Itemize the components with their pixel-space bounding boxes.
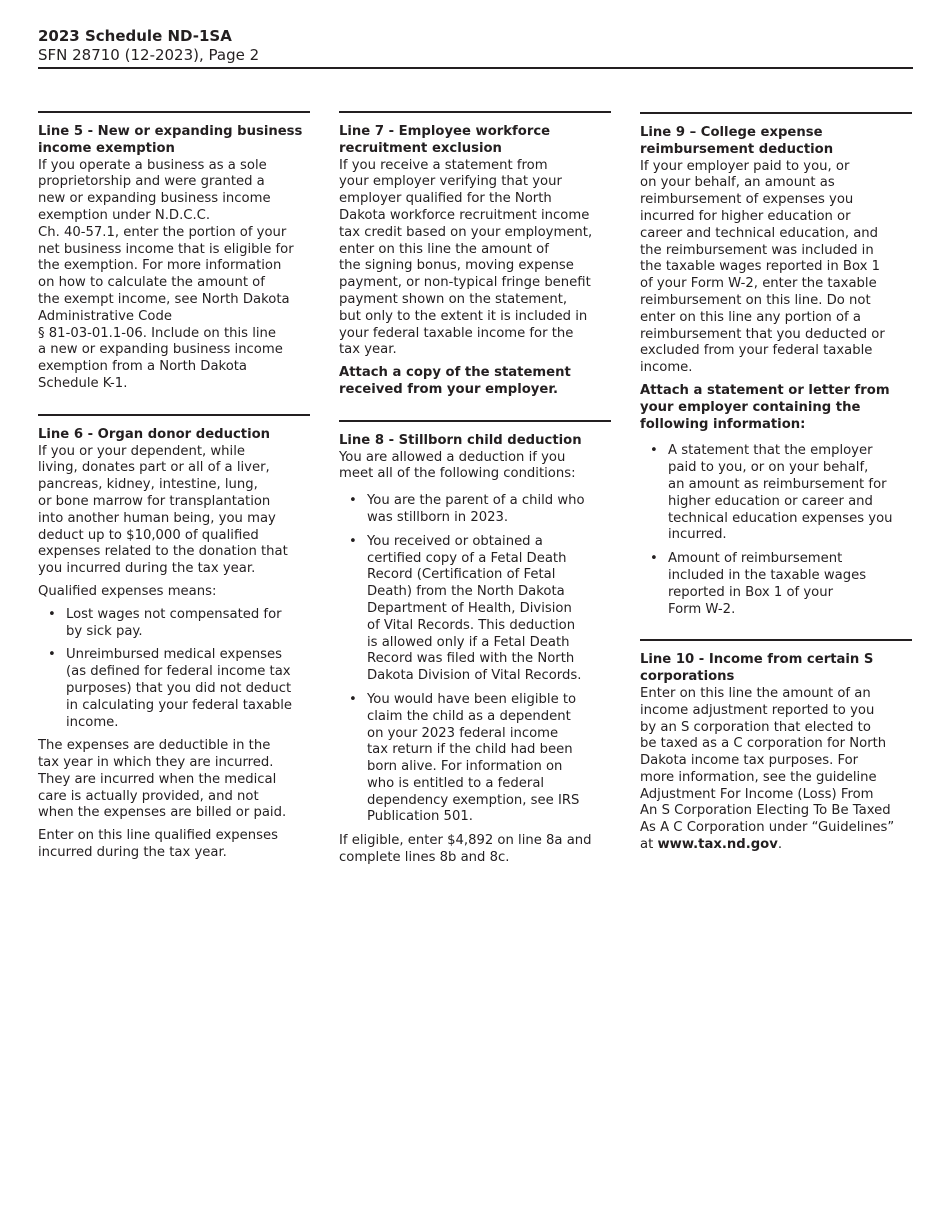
line-7-heading: Line 7 - Employee workforce recruitment exclusion [339, 124, 551, 156]
line-6-deductible: The expenses are deductible in the tax year in which they are incurred. They are incurred when the medical care is actually provided, and not when the expenses are billed or paid. [38, 738, 287, 821]
line-8-heading: Line 8 - Stillborn child deduction [339, 432, 582, 448]
section-line-5 [38, 111, 310, 393]
bullet-item: • Amount of reimbursement included in the taxable wages reported in Box 1 of your Form W-2. [668, 551, 912, 618]
section-line-10 [640, 639, 912, 854]
bullet-item: • You would have been eligible to claim the child as a dependent on your 2023 federal income tax return if the child had been born alive. For information on who is entitled to a federal dependency exemption, see IRS Publication 501. [367, 692, 611, 826]
line-5-heading: Line 5 - New or expanding business income exemption [38, 124, 303, 156]
section-line-8 [339, 420, 611, 867]
line-7-attach: Attach a copy of the statement received from your employer. [339, 365, 571, 397]
bullet-item: • A statement that the employer paid to you, or on your behalf, an amount as reimbursement for higher education or career and technical education expenses you incurred. [668, 443, 912, 544]
line-6-heading: Line 6 - Organ donor deduction [38, 426, 271, 442]
bullet-item: • You are the parent of a child who was stillborn in 2023. [367, 493, 611, 527]
bullet-item: • Lost wages not compensated for by sick pay. [66, 607, 310, 641]
line-6-enter: Enter on this line qualified expenses incurred during the tax year. [38, 828, 278, 861]
page-header [38, 27, 913, 69]
line-9-attach: Attach a statement or letter from your employer containing the following information: [640, 382, 890, 432]
page-subtitle: SFN 28710 (12-2023), Page 2 [38, 46, 260, 64]
line-6-qualified: Qualified expenses means: [38, 583, 217, 599]
section-line-7 [339, 111, 611, 399]
line-10-heading: Line 10 - Income from certain S corporations [640, 652, 874, 685]
line-9-body: If your employer paid to you, or on your behalf, an amount as reimbursement of expenses you incurred for higher education or career and technical education, and the reimbursement was included in the taxable wages reported in Box 1 of your Form W-2, enter the taxable reimbursement on this line. Do not enter on this line any portion of a reimbursement that you deducted or excluded from your federal taxable income. [640, 158, 885, 376]
column-1 [38, 111, 310, 883]
line-10-body [640, 686, 912, 854]
line-6-bullets [38, 607, 310, 732]
line-6-body: If you or your dependent, while living, donates part or all of a liver, pancreas, kidney, intestine, lung, or bone marrow for transplantation into another human being, you may deduct up to $10,000 of qualified expenses related to the donation that you incurred during the tax year. [38, 443, 288, 577]
section-line-6 [38, 414, 310, 862]
bullet-item: • You received or obtained a certified copy of a Fetal Death Record (Certification of Fetal Death) from the North Dakota Department of Health, Division of Vital Records. This deduction is allowed only if a Fetal Death Record was filed with the North Dakota Division of Vital Records. [367, 534, 611, 685]
line-8-body: You are allowed a deduction if you meet all of the following conditions: [339, 449, 576, 482]
column-3 [640, 112, 912, 875]
line-9-heading: Line 9 – College expense reimbursement deduction [640, 125, 834, 157]
line-7-body: If you receive a statement from your employer verifying that your employer qualified for the North Dakota workforce recruitment income tax credit based on your employment, enter on this line the amount of the signing bonus, moving expense payment, or non-typical fringe benefit payment shown on the statement, but only to the extent it is included in your federal taxable income for the tax year. [339, 157, 593, 358]
line-5-body: If you operate a business as a sole proprietorship and were granted a new or expanding business income exemption under N.D.C.C. Ch. 40-57.1, enter the portion of your net business income that is eligible for the exemption. For more information on how to calculate the amount of the exempt income, see North Dakota Administrative Code § 81-03-01.1-06. Include on this line a new or expanding business income exemption from a North Dakota Schedule K-1. [38, 157, 294, 391]
bullet-item: • Unreimbursed medical expenses (as defined for federal income tax purposes) that you did not deduct in calculating your federal taxable income. [66, 647, 310, 731]
line-10-period: . [777, 837, 783, 853]
section-line-9 [640, 112, 912, 618]
line-8-eligible: If eligible, enter $4,892 on line 8a and complete lines 8b and 8c. [339, 833, 592, 866]
page-title: 2023 Schedule ND-1SA [38, 27, 232, 45]
line-10-at: at [640, 837, 654, 853]
website-link[interactable]: www.tax.nd.gov [657, 837, 778, 853]
line-10-body-text: Enter on this line the amount of an income adjustment reported to you by an S corporation that elected to be taxed as a C corporation for North Dakota income tax purposes. For more information, see the guideline Adjustment For Income (Loss) From An S Corporation Electing To Be Taxed As A C Corporation under “Guidelines” [640, 685, 895, 836]
line-9-bullets [640, 443, 912, 618]
column-2 [339, 111, 611, 888]
line-8-bullets [339, 493, 611, 826]
